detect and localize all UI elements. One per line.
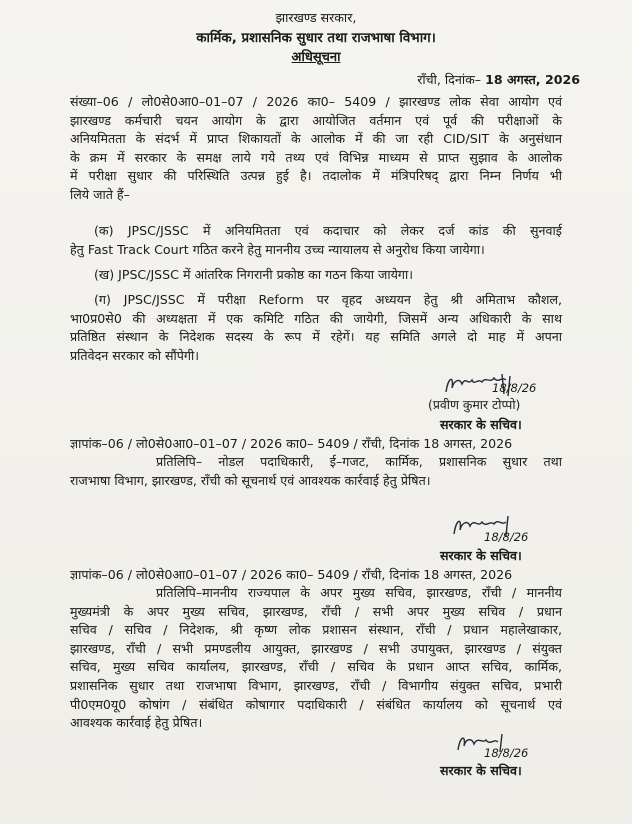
main-line: में परीक्षा सुधार की परिस्थिति उत्पन्न हुई है। तदालोक में मंत्रिपरिषद् द्वारा निम्न निर्णय भी: [70, 168, 562, 184]
decision-line: भा0प्र0से0 की अध्यक्षता में एक कमिटि गठित की जायेगी, जिसमें अन्य अधिकारी के साथ: [70, 310, 562, 326]
decision-line: प्रतिवेदन सरकार को सौंपेगी।: [70, 347, 200, 363]
memo-line: मुख्यमंत्री के अपर मुख्य सचिव, झारखण्ड, राँची / सभी अपर मुख्य सचिव / प्रधान: [70, 603, 562, 619]
memo-line: राजभाषा विभाग, झारखण्ड, राँची को सूचनार्थ एवं आवश्यक कार्रवाई हेतु प्रेषित।: [70, 472, 431, 488]
place-date-prefix: राँची, दिनांक–: [417, 72, 482, 87]
memo-line: प्रतिलिपि– नोडल पदाधिकारी, ई–गजट, कार्मिक, प्रशासनिक सुधार तथा: [156, 454, 562, 469]
memo-copy-paragraph: [70, 453, 562, 490]
memo-line: सचिव / सचिव / निदेशक, श्री कृष्ण लोक प्रशासन संस्थान, राँची / प्रधान महालेखाकार,: [70, 622, 562, 638]
memo-copy-paragraph: [70, 584, 562, 733]
decision-line: हेतु Fast Track Court गठित करने हेतु माननीय उच्च न्यायालय से अनुरोध किया जायेगा।: [70, 241, 485, 257]
decision-ga: [70, 291, 562, 365]
decision-line: (ग) JPSC/JSSC में परीक्षा Reform पर वृहद अध्ययन हेतु श्री अमिताभ कौशल,: [94, 292, 562, 307]
memo-line: आवश्यक कार्रवाई हेतु प्रेषित।: [70, 715, 203, 731]
decision-line: (ख) JPSC/JSSC में आंतरिक निगरानी प्रकोष्ठ का गठन किया जायेगा।: [94, 267, 414, 282]
main-line: अनियमितता के संदर्भ में प्राप्त शिकायतों के आलोक में की जा रही CID/SIT के अनुसंधान: [70, 131, 562, 147]
main-line: झारखण्ड कर्मचारी चयन आयोग के द्वारा आयोजित वर्तमान एवं पूर्व की परीक्षाओं के: [70, 112, 562, 128]
signatory-designation: सरकार के सचिव।: [440, 763, 522, 778]
memo-line: सचिव, मुख्य सचिव कार्यालय, झारखण्ड, राँची / सचिव के प्रधान आप्त सचिव, कार्मिक,: [70, 659, 562, 675]
decision-line: प्रतिष्ठित संस्थान के निदेशक सदस्य के रूप में रहेगें। यह समिति अगले दो माह में अपना: [70, 329, 562, 345]
place-date: [417, 71, 580, 88]
government-heading: झारखण्ड सरकार,: [275, 10, 357, 25]
memo-line: प्रशासनिक सुधार तथा राजभाषा विभाग, झारखण्ड, राँची / विभागीय संयुक्त सचिव, प्रभारी: [70, 677, 562, 693]
notification-date: 18 अगस्त, 2026: [485, 72, 580, 87]
signature-date: 18/8/26: [492, 381, 537, 395]
signatory-designation: सरकार के सचिव।: [440, 548, 522, 563]
memo-line: पी0एम0यू0 कोषांग / संबंधित कोषागार पदाधिकारी / संबंधित कार्यालय को सूचनार्थ एवं: [70, 696, 562, 712]
notification-title: अधिसूचना: [291, 50, 341, 65]
memo-line: झारखण्ड, राँची / सभी प्रमण्डलीय आयुक्त, झारखण्ड / सभी उपायुक्त, झारखण्ड / संयुक्त: [70, 640, 562, 656]
main-line: के क्रम में सरकार के समक्ष लाये गये तथ्य एवं विभिन्न माध्यम से प्राप्त सुझाव के आलोक: [70, 149, 562, 165]
signature-date: 18/8/26: [484, 746, 529, 760]
signatory-designation: सरकार के सचिव।: [440, 417, 522, 432]
decision-ka: [70, 222, 562, 259]
signatory-name: (प्रवीण कुमार टोप्पो): [428, 397, 521, 412]
memo-number: ज्ञापांक–06 / लो0से0आ0–01–07 / 2026 का0– 5409 / राँची, दिनांक 18 अगस्त, 2026: [70, 567, 513, 582]
decision-line: (क) JPSC/JSSC में अनियमितता एवं कदाचार को लेकर दर्ज कांड की सुनवाई: [94, 223, 562, 238]
signature-date: 18/8/26: [484, 530, 529, 544]
main-line: लिये जाते हैं–: [70, 186, 130, 202]
main-paragraph: [70, 93, 562, 205]
memo-number: ज्ञापांक–06 / लो0से0आ0–01–07 / 2026 का0– 5409 / राँची, दिनांक 18 अगस्त, 2026: [70, 436, 513, 451]
decision-kha: [70, 266, 562, 285]
department-heading: कार्मिक, प्रशासनिक सुधार तथा राजभाषा विभाग।: [196, 31, 436, 46]
main-line: संख्या–06 / लो0से0आ0–01–07 / 2026 का0– 5409 / झारखण्ड लोक सेवा आयोग एवं: [70, 94, 562, 109]
memo-line: प्रतिलिपि–माननीय राज्यपाल के अपर मुख्य सचिव, झारखण्ड, राँची / माननीय: [156, 585, 562, 600]
